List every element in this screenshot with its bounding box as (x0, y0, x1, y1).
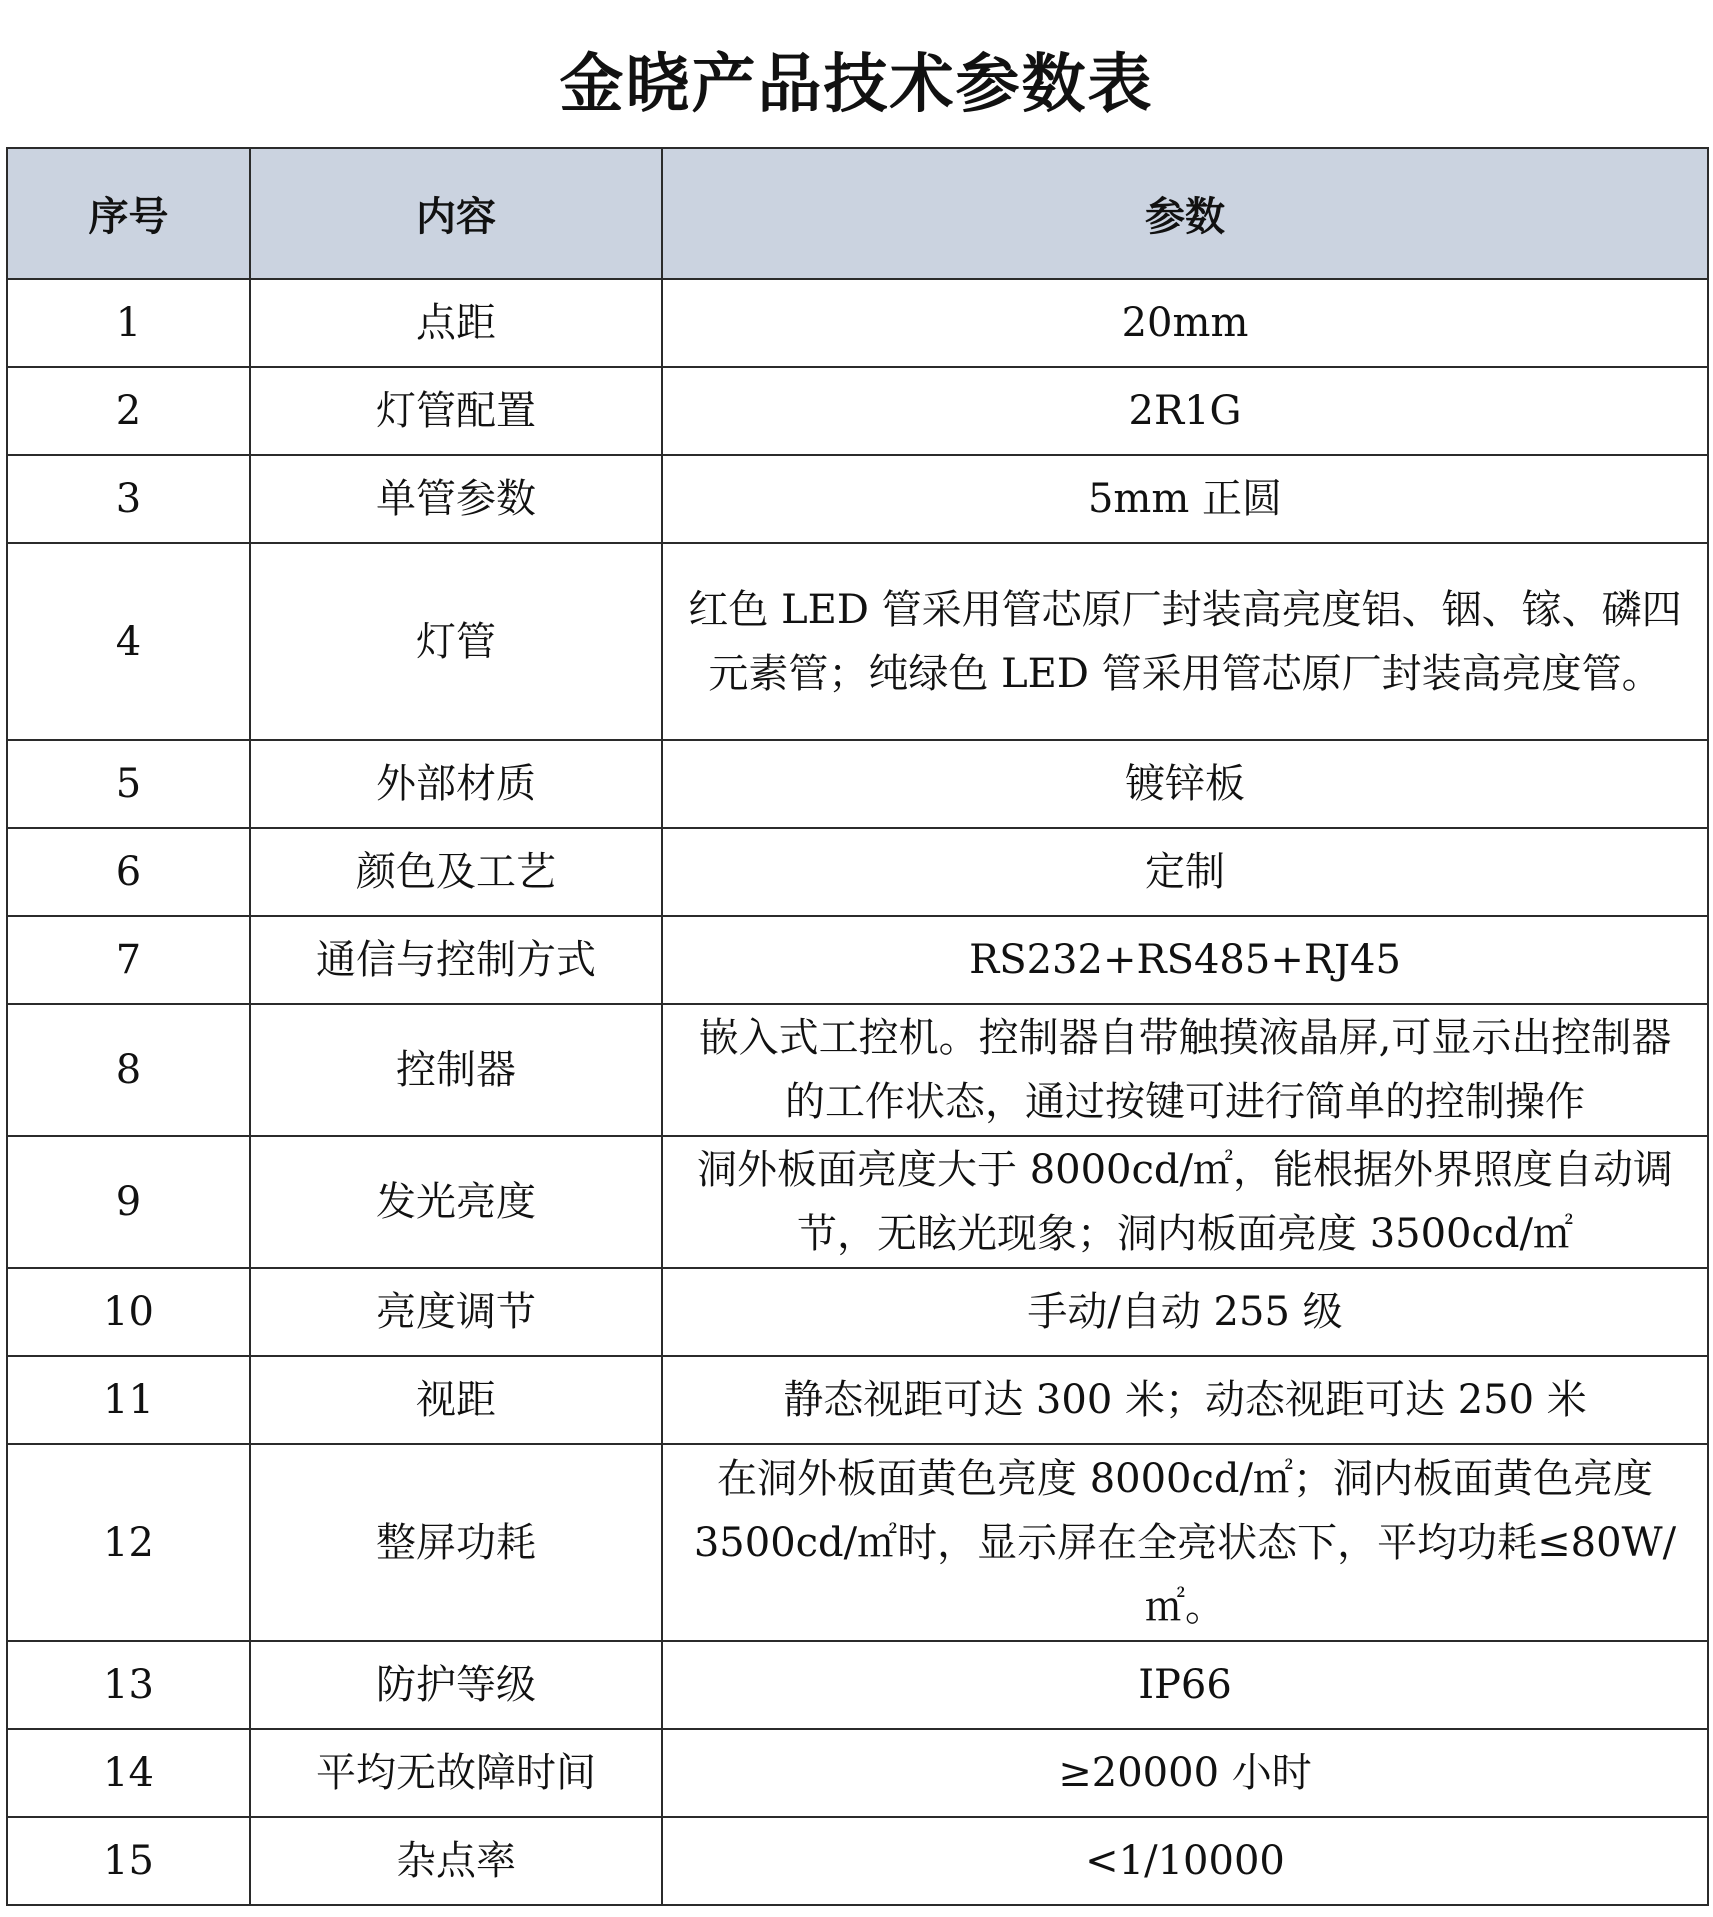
row-item: 通信与控制方式 (250, 916, 662, 1004)
row-param: 嵌入式工控机。控制器自带触摸液晶屏,可显示出控制器的工作状态，通过按键可进行简单的控制操作 (662, 1004, 1708, 1136)
row-item: 平均无故障时间 (250, 1729, 662, 1817)
row-param: <1/10000 (662, 1817, 1708, 1905)
row-item: 点距 (250, 279, 662, 367)
row-index: 10 (7, 1268, 250, 1356)
row-param: 洞外板面亮度大于 8000cd/㎡，能根据外界照度自动调节，无眩光现象；洞内板面亮度 3500cd/㎡ (662, 1136, 1708, 1268)
row-item: 灯管 (250, 543, 662, 740)
spec-table (6, 147, 1709, 1906)
row-index: 14 (7, 1729, 250, 1817)
row-index: 15 (7, 1817, 250, 1905)
row-param: ≥20000 小时 (662, 1729, 1708, 1817)
row-item: 防护等级 (250, 1641, 662, 1729)
table-row (7, 1268, 1708, 1356)
row-param: 红色 LED 管采用管芯原厂封装高亮度铝、铟、镓、磷四元素管；纯绿色 LED 管采用管芯原厂封装高亮度管。 (662, 543, 1708, 740)
table-row (7, 367, 1708, 455)
table-row (7, 1641, 1708, 1729)
row-index: 2 (7, 367, 250, 455)
row-param: 在洞外板面黄色亮度 8000cd/㎡；洞内板面黄色亮度 3500cd/㎡时，显示屏在全亮状态下，平均功耗≤80W/㎡。 (662, 1444, 1708, 1641)
row-item: 颜色及工艺 (250, 828, 662, 916)
row-param: 20mm (662, 279, 1708, 367)
table-row (7, 455, 1708, 543)
row-item: 亮度调节 (250, 1268, 662, 1356)
row-index: 6 (7, 828, 250, 916)
row-index: 9 (7, 1136, 250, 1268)
table-row (7, 1729, 1708, 1817)
page-title: 金晓产品技术参数表 (559, 48, 1154, 122)
row-item: 杂点率 (250, 1817, 662, 1905)
row-param: 镀锌板 (662, 740, 1708, 828)
row-param: 定制 (662, 828, 1708, 916)
row-item: 整屏功耗 (250, 1444, 662, 1641)
header-index: 序号 (7, 148, 250, 279)
row-item: 视距 (250, 1356, 662, 1444)
row-index: 13 (7, 1641, 250, 1729)
table-row (7, 1817, 1708, 1905)
row-index: 5 (7, 740, 250, 828)
row-index: 11 (7, 1356, 250, 1444)
row-item: 单管参数 (250, 455, 662, 543)
row-index: 3 (7, 455, 250, 543)
row-item: 发光亮度 (250, 1136, 662, 1268)
row-index: 4 (7, 543, 250, 740)
row-index: 7 (7, 916, 250, 1004)
row-param: 手动/自动 255 级 (662, 1268, 1708, 1356)
table-row (7, 1004, 1708, 1136)
row-param: 静态视距可达 300 米；动态视距可达 250 米 (662, 1356, 1708, 1444)
row-index: 1 (7, 279, 250, 367)
row-param: RS232+RS485+RJ45 (662, 916, 1708, 1004)
row-param: IP66 (662, 1641, 1708, 1729)
table-row (7, 1136, 1708, 1268)
table-row (7, 279, 1708, 367)
row-item: 灯管配置 (250, 367, 662, 455)
row-item: 外部材质 (250, 740, 662, 828)
row-index: 8 (7, 1004, 250, 1136)
header-row (7, 148, 1708, 279)
table-row (7, 916, 1708, 1004)
table-row (7, 1444, 1708, 1641)
table-row (7, 1356, 1708, 1444)
table-row (7, 828, 1708, 916)
row-param: 5mm 正圆 (662, 455, 1708, 543)
row-item: 控制器 (250, 1004, 662, 1136)
header-param: 参数 (662, 148, 1708, 279)
table-row (7, 543, 1708, 740)
row-index: 12 (7, 1444, 250, 1641)
header-item: 内容 (250, 148, 662, 279)
row-param: 2R1G (662, 367, 1708, 455)
table-row (7, 740, 1708, 828)
